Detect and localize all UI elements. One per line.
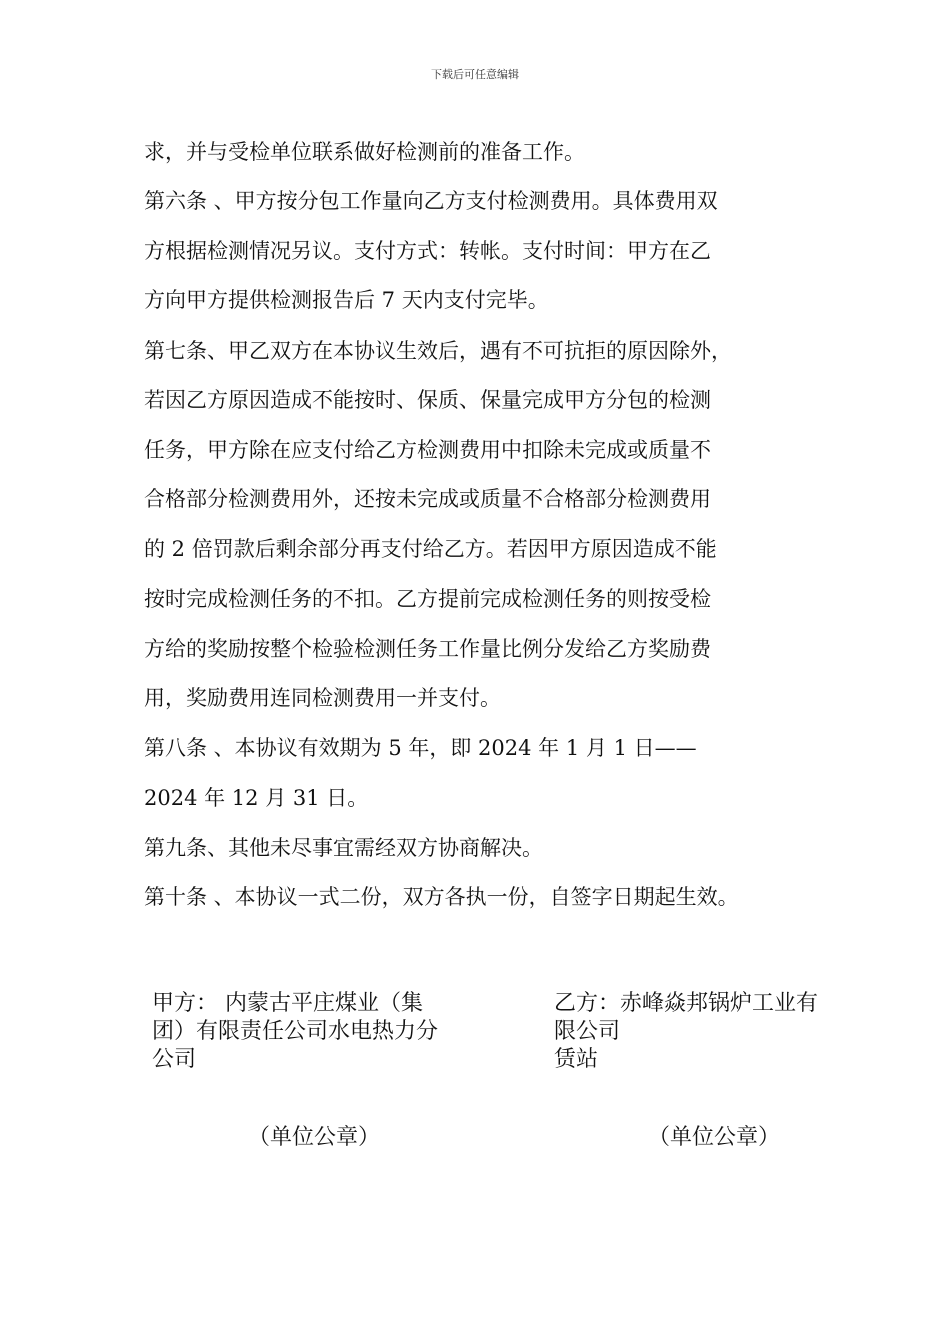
body-line: 第十条 、本协议一式二份，双方各执一份，自签字日期起生效。: [144, 885, 739, 909]
party-a-line: 甲方： 内蒙古平庄煤业（集: [152, 991, 423, 1016]
body-line: 第八条 、本协议有效期为 5 年，即 2024 年 1 月 1 日——: [144, 736, 697, 760]
party-b-block: [554, 990, 884, 1074]
page-header: 下载后可任意编辑: [431, 68, 519, 81]
party-b-line: 赁站: [554, 1047, 599, 1072]
party-b-line: 限公司: [554, 1019, 621, 1044]
body-line: 求，并与受检单位联系做好检测前的准备工作。: [144, 140, 585, 164]
body-line: 方向甲方提供检测报告后 7 天内支付完毕。: [144, 288, 549, 312]
party-b-seal: （单位公章）: [648, 1125, 781, 1150]
body-line: 第九条、其他未尽事宜需经双方协商解决。: [144, 836, 543, 860]
body-line: 按时完成检测任务的不扣。乙方提前完成检测任务的则按受检: [144, 587, 711, 611]
body-line: 方给的奖励按整个检验检测任务工作量比例分发给乙方奖励费: [144, 637, 711, 661]
party-a-line: 公司: [152, 1047, 197, 1072]
body-line: 2024 年 12 月 31 日。: [144, 786, 369, 810]
body-line: 第七条、甲乙双方在本协议生效后，遇有不可抗拒的原因除外，: [144, 339, 732, 363]
body-line: 任务，甲方除在应支付给乙方检测费用中扣除未完成或质量不: [144, 438, 711, 462]
body-line: 若因乙方原因造成不能按时、保质、保量完成甲方分包的检测: [144, 388, 711, 412]
body-line: 用，奖励费用连同检测费用一并支付。: [144, 686, 501, 710]
body-line: 第六条 、甲方按分包工作量向乙方支付检测费用。具体费用双: [144, 189, 718, 213]
party-a-line: 团）有限责任公司水电热力分: [152, 1019, 439, 1044]
body-line: 方根据检测情况另议。支付方式：转帐。支付时间：甲方在乙: [144, 239, 711, 263]
party-a-seal: （单位公章）: [248, 1125, 381, 1150]
body-line: 的 2 倍罚款后剩余部分再支付给乙方。若因甲方原因造成不能: [144, 537, 717, 561]
party-a-block: [152, 990, 502, 1074]
body-line: 合格部分检测费用外，还按未完成或质量不合格部分检测费用: [144, 487, 711, 511]
party-b-line: 乙方：赤峰焱邦锅炉工业有: [554, 991, 819, 1016]
